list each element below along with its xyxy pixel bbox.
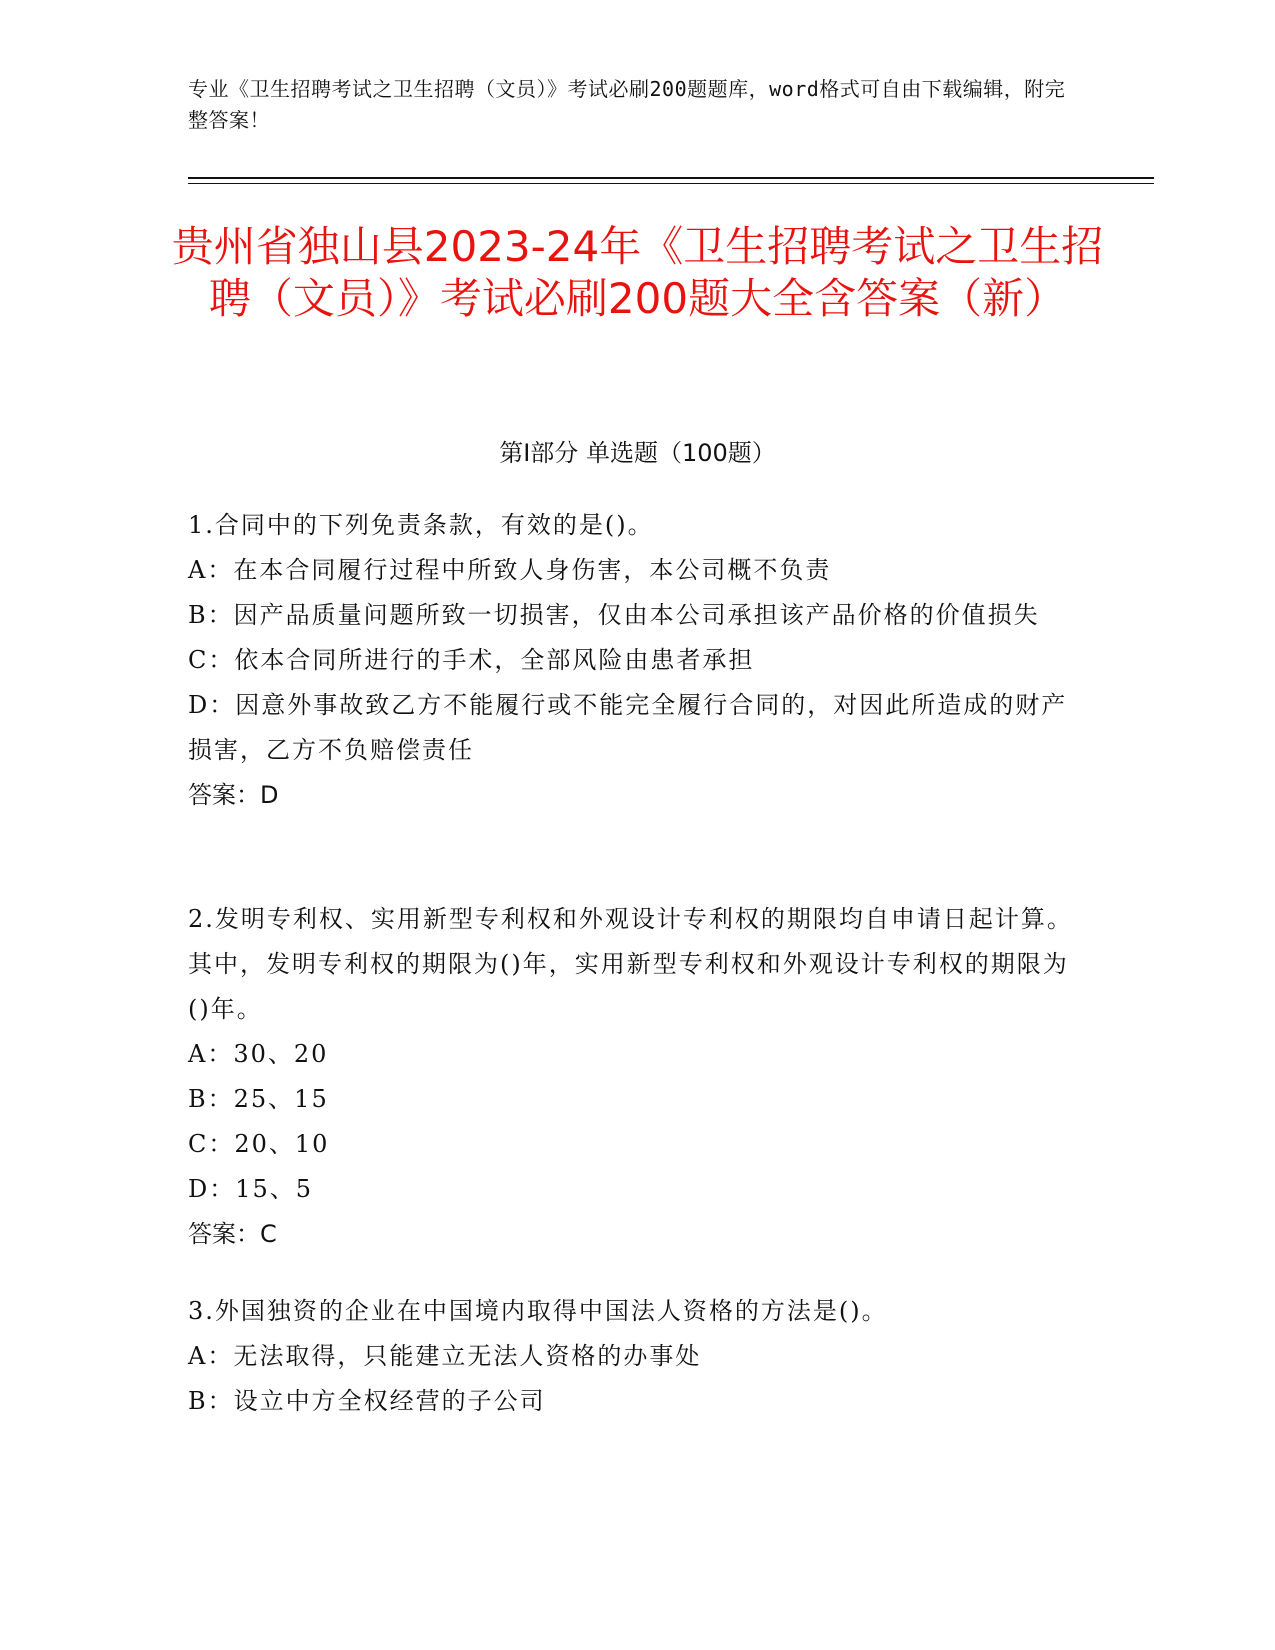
option-c: C：依本合同所进行的手术，全部风险由患者承担 [188, 646, 755, 674]
option-b: B：设立中方全权经营的子公司 [188, 1387, 546, 1415]
option-c: C：20、10 [188, 1130, 330, 1158]
question-2 [188, 897, 1078, 1257]
option-a: A：30、20 [188, 1040, 329, 1068]
document-title: 贵州省独山县2023-24年《卫生招聘考试之卫生招聘（文员）》考试必刷200题大全含答案（新） [171, 222, 1104, 323]
answer-label: 答案：D [188, 781, 279, 809]
question-stem: 1.合同中的下列免责条款，有效的是()。 [188, 511, 654, 539]
option-d: D：因意外事故致乙方不能履行或不能完全履行合同的，对因此所造成的财产损害，乙方不负赔偿责任 [188, 691, 1068, 764]
option-a: A：在本合同履行过程中所致人身伤害，本公司概不负责 [188, 556, 832, 584]
header-note: 专业《卫生招聘考试之卫生招聘（文员）》考试必刷200题题库，word格式可自由下载编辑，附完整答案！ [188, 77, 1066, 132]
answer-label: 答案：C [188, 1220, 277, 1248]
option-d: D：15、5 [188, 1175, 314, 1203]
header-rule-thin [188, 183, 1154, 184]
option-a: A：无法取得，只能建立无法人资格的办事处 [188, 1342, 702, 1370]
question-3 [188, 1289, 1078, 1424]
question-stem: 2.发明专利权、实用新型专利权和外观设计专利权的期限均自申请日起计算。其中，发明专利权的期限为()年，实用新型专利权和外观设计专利权的期限为()年。 [188, 905, 1073, 1023]
header-rule-thick [188, 177, 1154, 179]
section-heading: 第Ⅰ部分 单选题（100题） [499, 439, 776, 467]
question-1 [188, 503, 1078, 818]
option-b: B：因产品质量问题所致一切损害，仅由本公司承担该产品价格的价值损失 [188, 601, 1040, 629]
question-stem: 3.外国独资的企业在中国境内取得中国法人资格的方法是()。 [188, 1297, 888, 1325]
option-b: B：25、15 [188, 1085, 329, 1113]
